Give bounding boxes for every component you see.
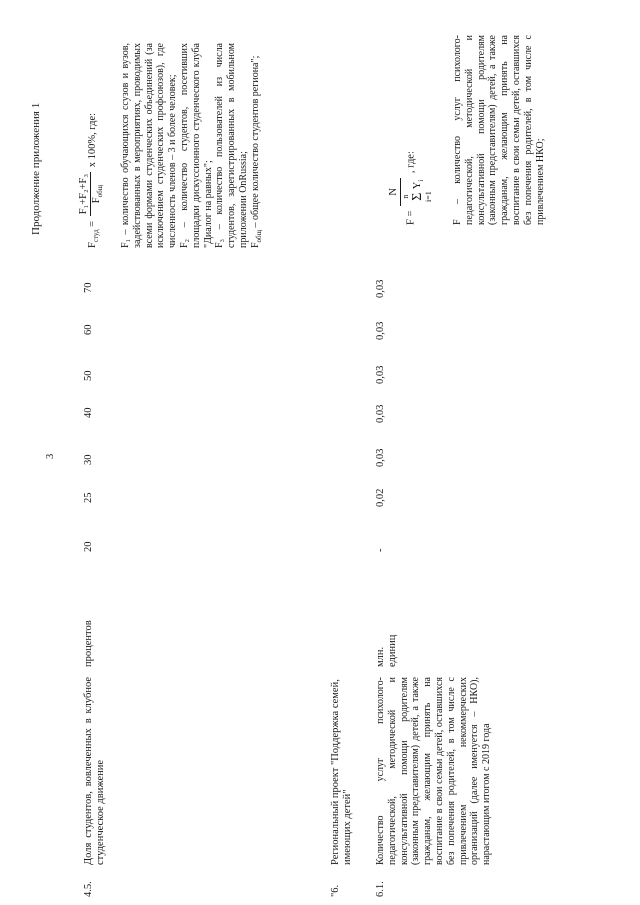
total-symbol-sub: общ: [254, 229, 263, 243]
formula-numerator: F₁+F₂+F₃: [78, 172, 91, 216]
row-number: 6.1.: [375, 881, 386, 897]
sigma-term-sub: i: [417, 179, 426, 182]
value-cell: 0,03: [375, 404, 386, 423]
section-number: "6.: [330, 884, 341, 897]
value-cell: 40: [83, 407, 94, 418]
formula-lhs: F: [405, 219, 417, 225]
sigma-lower: i=1: [424, 191, 434, 202]
formula-tail: , где:: [405, 151, 417, 174]
sigma-term: Y: [412, 181, 424, 190]
unit-of-measure: процентов: [83, 620, 94, 667]
method-paragraph: F₂ – количество студентов, посетивших площадки дискуссионного студенческого клуба "Диалог на равных";: [178, 43, 214, 248]
formula-denominator: [91, 172, 107, 216]
indicator-name: Доля студентов, вовлеченных в клубное студенческое движение: [83, 677, 107, 865]
value-cell: 60: [83, 324, 94, 335]
value-cell: -: [375, 548, 386, 552]
value-cell: 25: [83, 492, 94, 503]
formula-eq: =: [86, 220, 98, 227]
formula-fraction: [78, 172, 107, 216]
value-cell: 20: [83, 541, 94, 552]
value-cell: 50: [83, 370, 94, 381]
total-symbol: F: [249, 242, 261, 248]
formula-denominator: [401, 178, 434, 206]
value-cell: 0,03: [375, 321, 386, 340]
total-description: – общее количество студентов региона";: [249, 55, 261, 228]
method-paragraph: F – количество услуг психолого-педагогической, методической и консультативной помощи родителям (законным представителям) детей, а также гражданам, желающим принять на воспитание в свои семьи детей, оставшихся без попечения родителей, в том числе с привлечением НКО;: [452, 35, 546, 225]
value-cell: 0,02: [375, 488, 386, 507]
method-description: [120, 43, 266, 248]
formula-numerator: N: [388, 178, 401, 206]
unit-of-measure: млн. единиц: [375, 634, 399, 667]
formula-eq: =: [405, 210, 417, 217]
sigma-icon: Σ: [410, 192, 426, 201]
formula-lhs: F: [86, 242, 98, 248]
indicator-name: Количество услуг психолого-педагогической, методической и консультативной помощи родителям (законным представителям) детей, а также гражданам, желающим принять на воспитание в свои семьи детей, оставшихся без попечения родителей, в том числе с привлечением некоммерческих организаций (далее именуется – НКО), нарастающим итогом с 2019 года: [375, 677, 493, 865]
formula-f-stud: [78, 113, 107, 248]
sigma-upper: n: [401, 194, 411, 199]
value-cell: 70: [83, 282, 94, 293]
formula-f: [388, 151, 434, 225]
row-number: 4.5.: [83, 881, 94, 897]
formula-den-sub: общ: [96, 184, 105, 198]
sigma-symbol: [401, 191, 434, 202]
header-continuation: Продолжение приложения 1: [30, 102, 42, 235]
value-cell: 0,03: [375, 279, 386, 298]
formula-fraction: [388, 178, 434, 206]
method-paragraph: F₃ – количество пользователей из числа студентов, зарегистрированных в мобильном приложении OnRussia;: [214, 43, 249, 248]
value-cell: 30: [83, 454, 94, 465]
value-cell: 0,03: [375, 365, 386, 384]
formula-lhs-sub: студ: [91, 229, 100, 243]
formula-tail: x 100%, где:: [86, 112, 98, 168]
page-number: 3: [45, 453, 56, 459]
section-title: Региональный проект "Поддержка семей, имеющих детей": [330, 679, 354, 865]
method-description: [452, 35, 546, 225]
formula-den-letter: F: [91, 197, 103, 204]
method-paragraph: F₁ – количество обучающихся ссузов и вузов, задействованных в мероприятиях, проводимых всеми формами студенческих объединений (за исключением студенческих профсоюзов), где численность членов – 3 и более человек;: [120, 43, 179, 248]
value-cell: 0,03: [375, 448, 386, 467]
method-paragraph-total: [250, 43, 266, 248]
